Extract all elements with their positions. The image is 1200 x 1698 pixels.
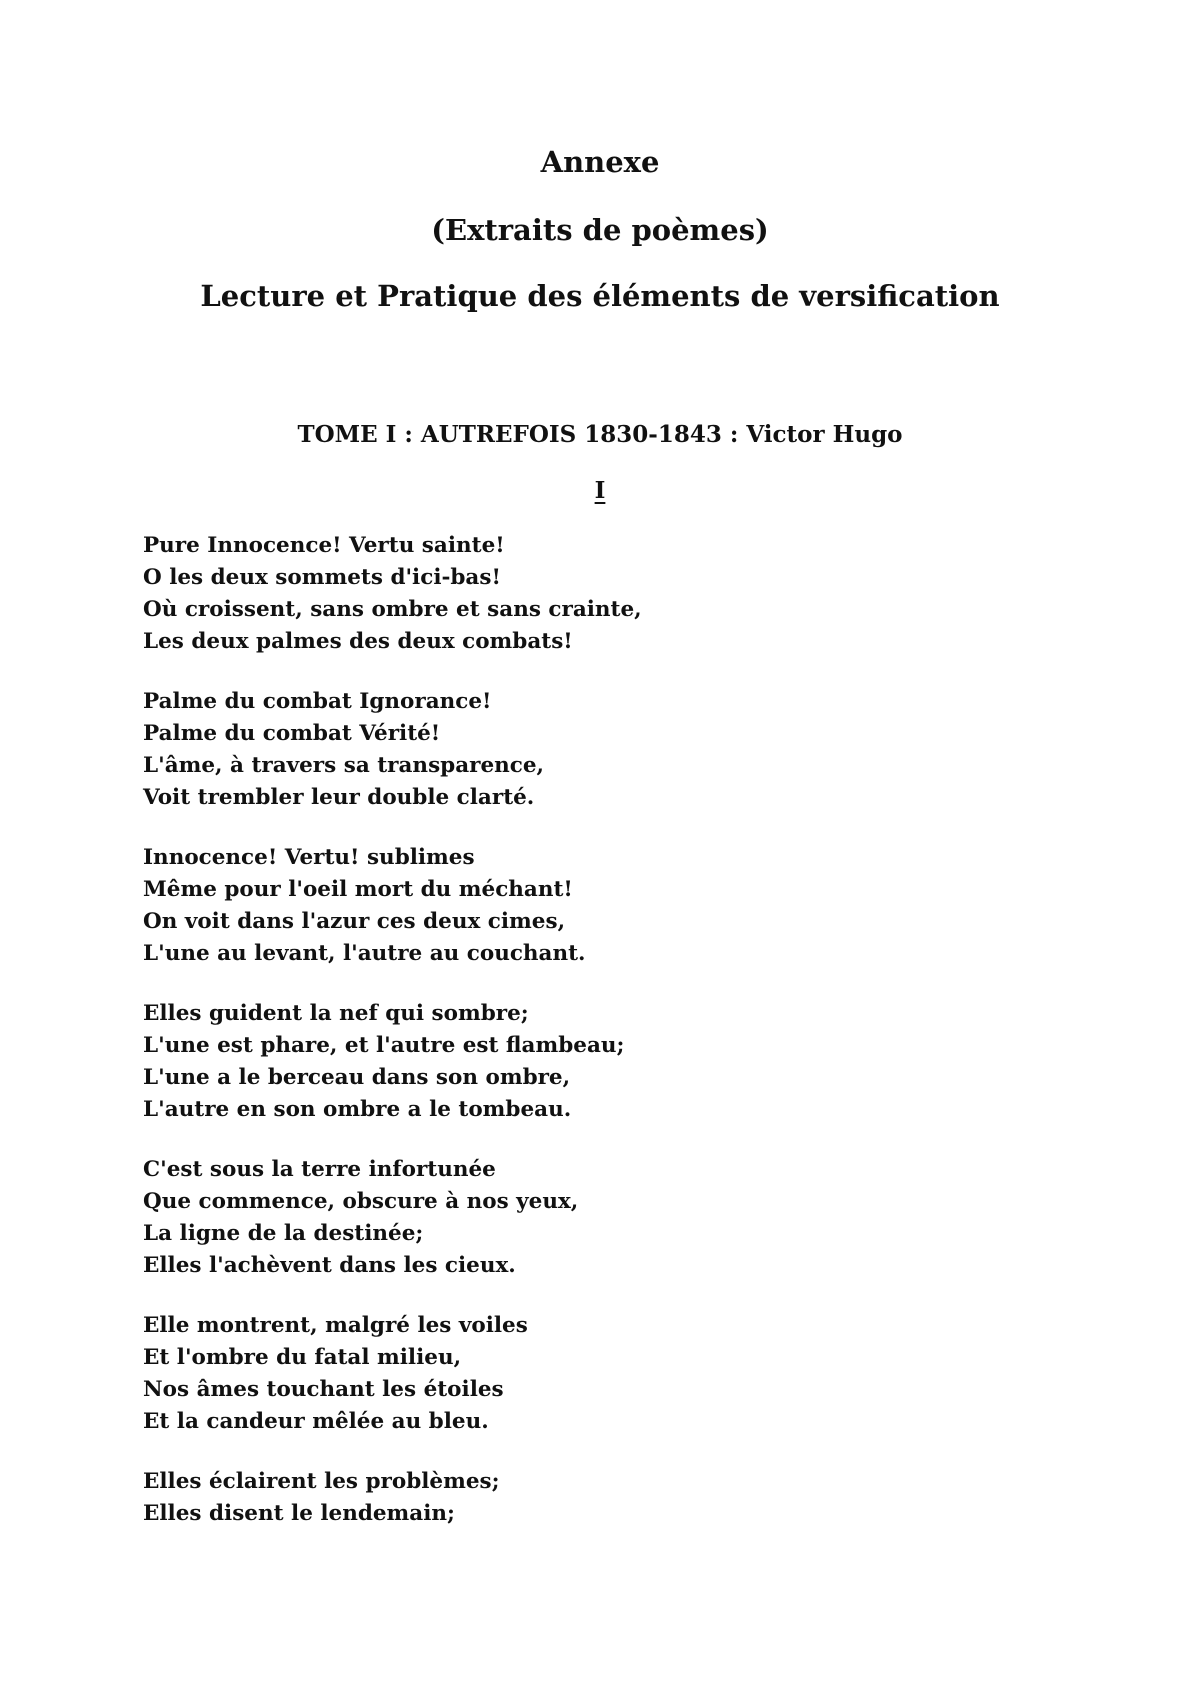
part-number: I (594, 477, 606, 504)
verse-line: Que commence, obscure à nos yeux, (143, 1189, 579, 1214)
page-subtitle: (Extraits de poèmes) (431, 213, 769, 247)
verse-line: L'âme, à travers sa transparence, (143, 753, 545, 778)
section-title: TOME I : AUTREFOIS 1830-1843 : Victor Hugo (297, 421, 903, 448)
verse-line: O les deux sommets d'ici-bas! (143, 565, 501, 590)
stanza-5 (143, 1154, 1093, 1282)
verse-line: Les deux palmes des deux combats! (143, 629, 573, 654)
verse-line: L'une au levant, l'autre au couchant. (143, 941, 586, 966)
verse-line: Palme du combat Ignorance! (143, 689, 492, 714)
verse-line: Palme du combat Vérité! (143, 721, 441, 746)
verse-line: Elle montrent, malgré les voiles (143, 1313, 528, 1338)
verse-line: Pure Innocence! Vertu sainte! (143, 533, 505, 558)
verse-line: Même pour l'oeil mort du méchant! (143, 877, 573, 902)
verse-line: Et l'ombre du fatal milieu, (143, 1345, 462, 1370)
verse-line: La ligne de la destinée; (143, 1221, 424, 1246)
verse-line: L'une est phare, et l'autre est flambeau; (143, 1033, 625, 1058)
verse-line: On voit dans l'azur ces deux cimes, (143, 909, 566, 934)
poem-text (143, 530, 1093, 1558)
stanza-1 (143, 530, 1093, 658)
verse-line: Elles guident la nef qui sombre; (143, 1001, 529, 1026)
stanza-4 (143, 998, 1093, 1126)
verse-line: Elles disent le lendemain; (143, 1501, 455, 1526)
verse-line: Elles éclairent les problèmes; (143, 1469, 500, 1494)
verse-line: Nos âmes touchant les étoiles (143, 1377, 504, 1402)
stanza-2 (143, 686, 1093, 814)
stanza-3 (143, 842, 1093, 970)
stanza-7 (143, 1466, 1093, 1530)
verse-line: Elles l'achèvent dans les cieux. (143, 1253, 516, 1278)
verse-line: Et la candeur mêlée au bleu. (143, 1409, 489, 1434)
verse-line: L'autre en son ombre a le tombeau. (143, 1097, 572, 1122)
verse-line: L'une a le berceau dans son ombre, (143, 1065, 571, 1090)
verse-line: Où croissent, sans ombre et sans crainte, (143, 597, 642, 622)
page-title: Annexe (540, 145, 660, 179)
verse-line: Voit trembler leur double clarté. (143, 785, 535, 810)
verse-line: Innocence! Vertu! sublimes (143, 845, 475, 870)
page-description: Lecture et Pratique des éléments de versification (200, 279, 1000, 313)
verse-line: C'est sous la terre infortunée (143, 1157, 496, 1182)
stanza-6 (143, 1310, 1093, 1438)
